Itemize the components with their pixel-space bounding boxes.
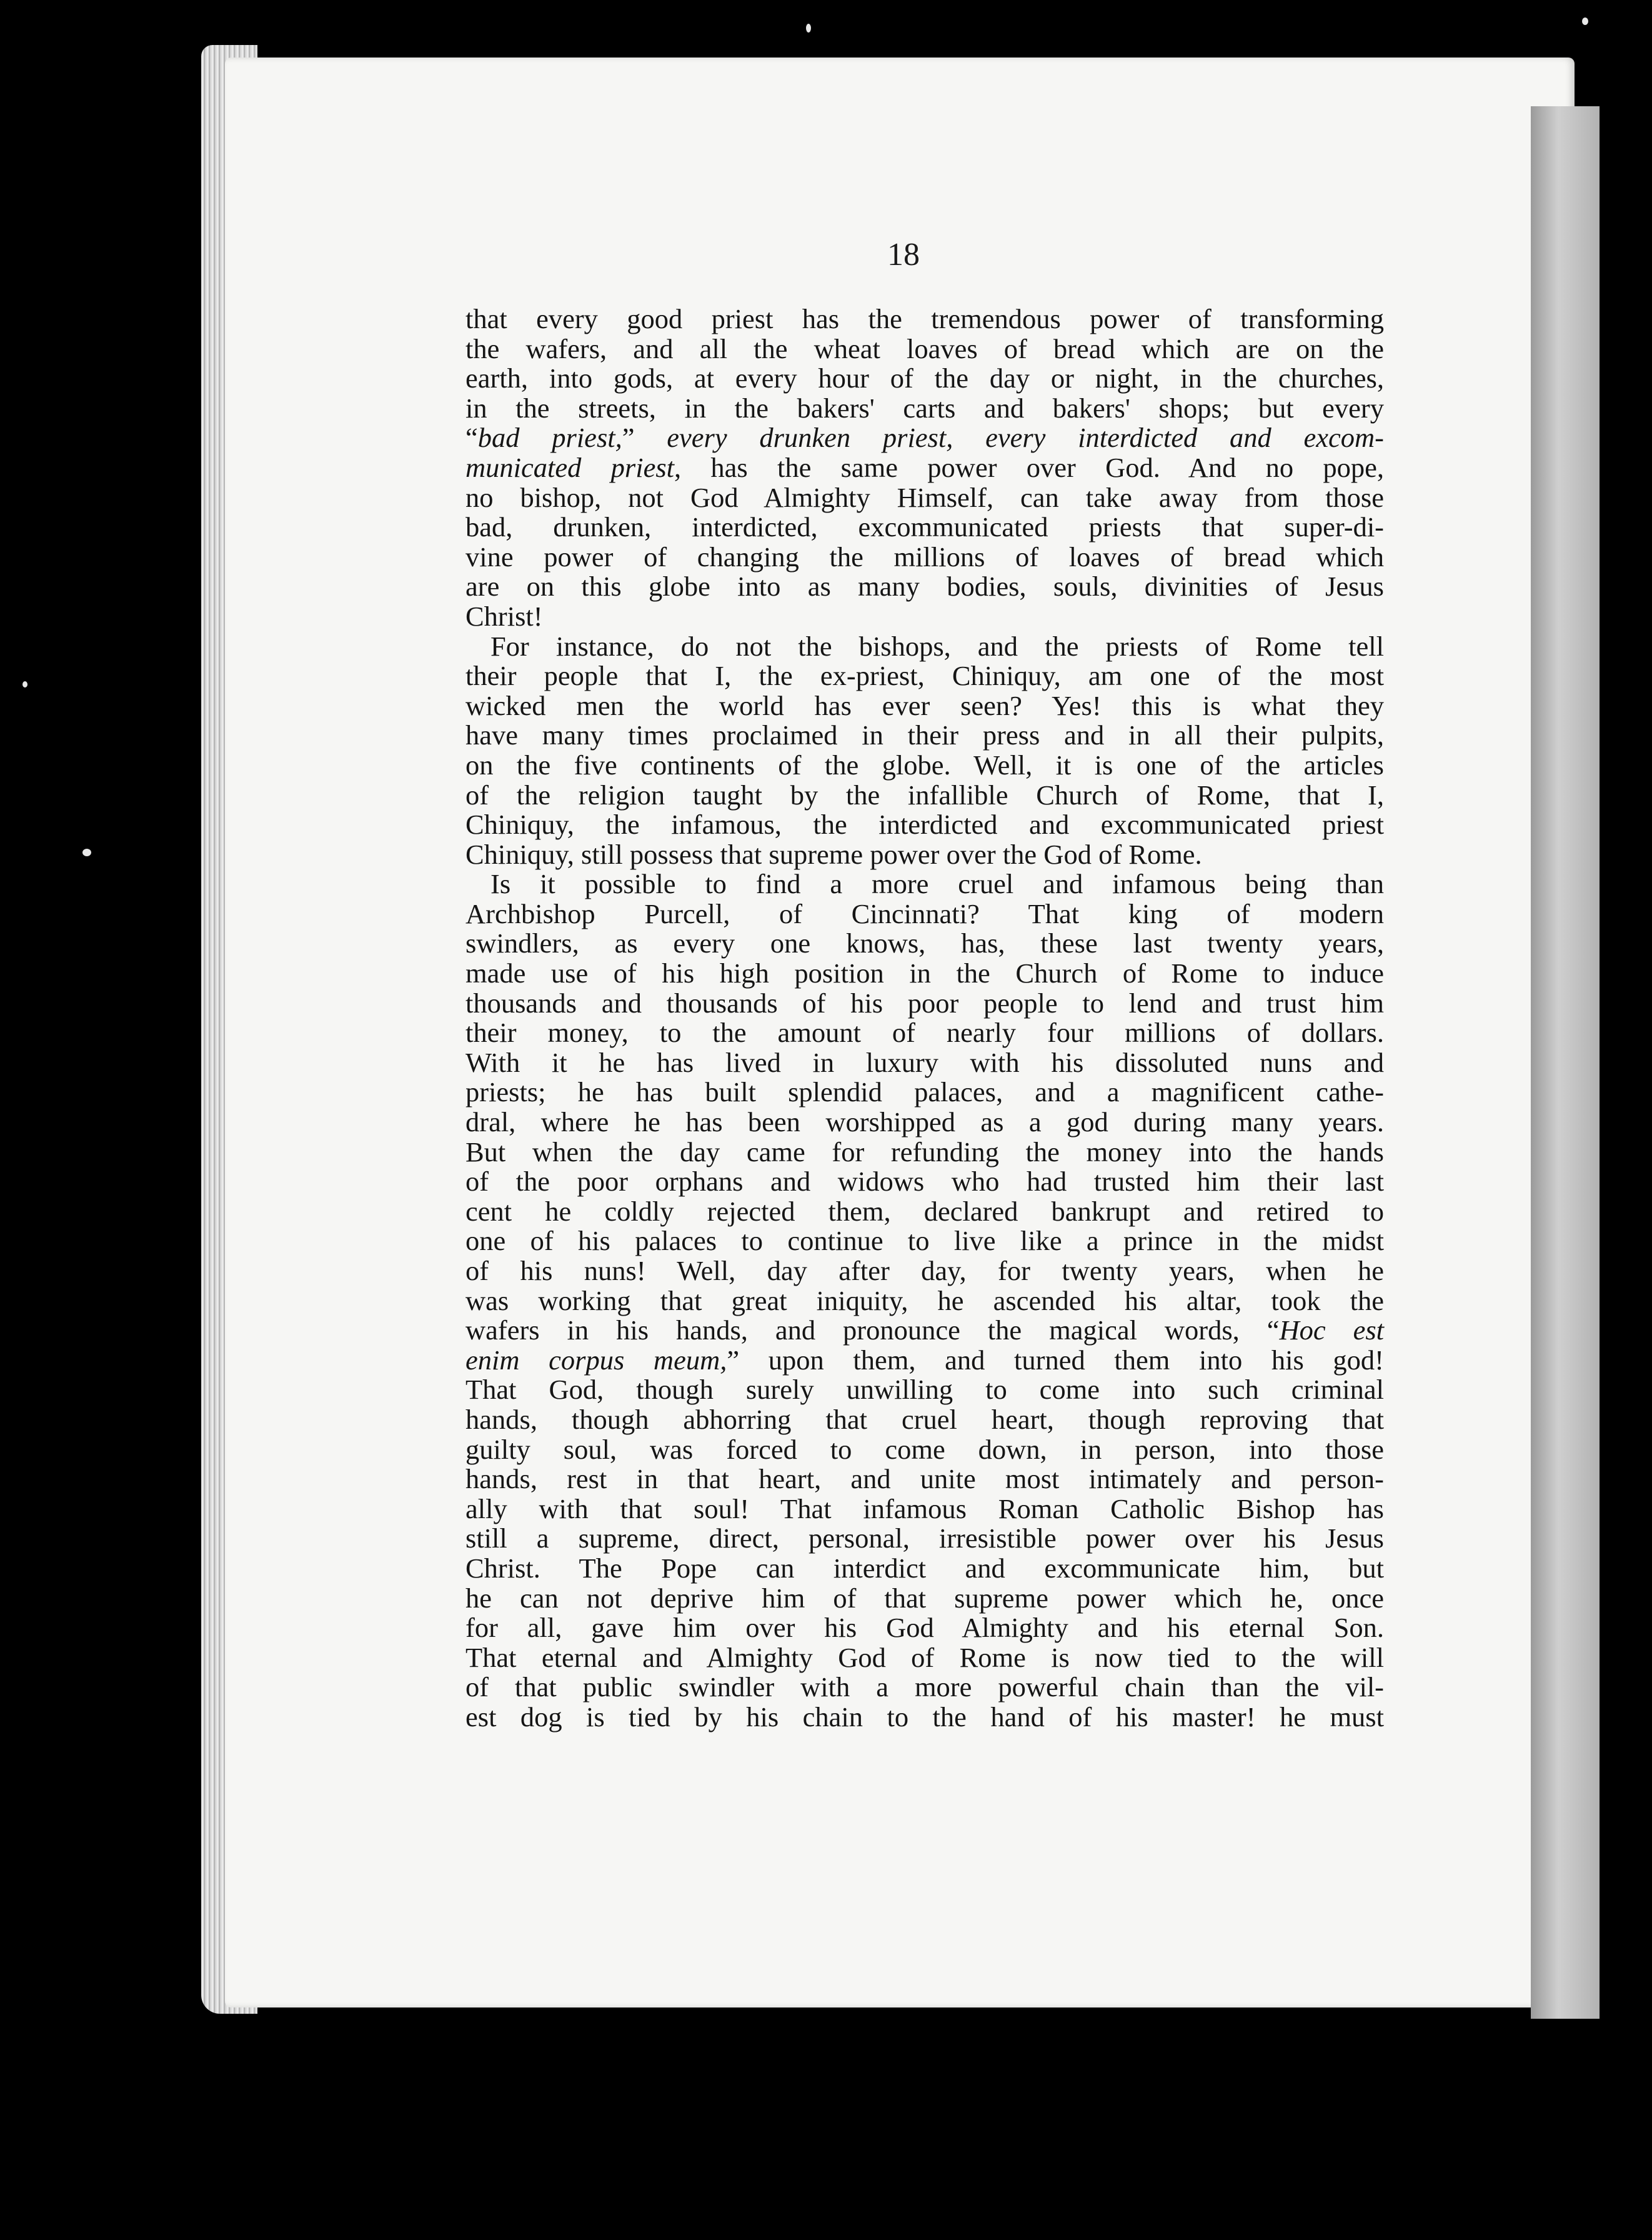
text-run: one of his palaces to continue to live like a prince in the midst [465, 1225, 1384, 1257]
text-line [465, 602, 1384, 632]
text-line [465, 1226, 1384, 1256]
text-line [465, 1197, 1384, 1227]
text-line [465, 751, 1384, 781]
text-line [465, 1613, 1384, 1643]
text-line [465, 1584, 1384, 1614]
italic-text-run: enim corpus meum, [465, 1344, 727, 1376]
text-line [465, 453, 1384, 483]
text-run: of that public swindler with a more powerful chain than the vil- [465, 1671, 1384, 1703]
text-line [465, 423, 1384, 453]
text-line [465, 1554, 1384, 1584]
text-line [465, 959, 1384, 989]
text-run: hands, though abhorring that cruel heart, though reproving that [465, 1403, 1384, 1435]
text-run: of the poor orphans and widows who had trusted him their last [465, 1166, 1384, 1198]
text-run: thousands and thousands of his poor people to lend and trust him [465, 987, 1384, 1019]
text-line [465, 1286, 1384, 1316]
text-line [465, 1672, 1384, 1702]
text-run: But when the day came for refunding the money into the hands [465, 1136, 1384, 1168]
text-run: still a supreme, direct, personal, irresistible power over his Jesus [465, 1522, 1384, 1554]
body-text [465, 304, 1384, 1732]
text-line [465, 572, 1384, 602]
text-run: Christ! [465, 600, 543, 632]
text-run: he can not deprive him of that supreme power which he, once [465, 1582, 1384, 1614]
text-run: their money, to the amount of nearly four millions of dollars. [465, 1017, 1384, 1049]
text-run: That God, though surely unwilling to come into such criminal [465, 1374, 1384, 1406]
text-run: their people that I, the ex-priest, Chiniquy, am one of the most [465, 660, 1384, 692]
text-run: That eternal and Almighty God of Rome is now tied to the will [465, 1641, 1384, 1673]
text-run: priests; he has built splendid palaces, and a magnificent cathe- [465, 1076, 1384, 1108]
text-run: dral, where he has been worshipped as a god during many years. [465, 1106, 1384, 1138]
text-line [465, 1108, 1384, 1138]
page-number: 18 [887, 237, 920, 272]
text-run: vine power of changing the millions of loaves of bread which [465, 541, 1384, 572]
text-line [465, 661, 1384, 691]
text-line [465, 1078, 1384, 1108]
text-line [465, 1167, 1384, 1197]
text-run: bad, drunken, interdicted, excommunicated priests that super-di- [465, 511, 1384, 543]
text-line [465, 1138, 1384, 1168]
text-run: made use of his high position in the Church of Rome to induce [465, 958, 1384, 989]
italic-text-run: Hoc est [1279, 1314, 1384, 1346]
text-run: wicked men the world has ever seen? Yes! this is what they [465, 689, 1384, 721]
text-line [465, 394, 1384, 424]
text-run: was working that great iniquity, he ascended his altar, took the [465, 1284, 1384, 1316]
text-line [465, 1316, 1384, 1346]
text-run: Christ. The Pope can interdict and excommunicate him, but [465, 1552, 1384, 1584]
text-line [465, 542, 1384, 572]
text-line [465, 1018, 1384, 1048]
text-line [465, 1702, 1384, 1732]
scan-speck [82, 849, 91, 856]
text-line [465, 1643, 1384, 1673]
text-line [465, 1435, 1384, 1465]
text-line [465, 512, 1384, 542]
text-line [465, 840, 1384, 870]
text-run: cent he coldly rejected them, declared bankrupt and retired to [465, 1195, 1384, 1227]
text-run: guilty soul, was forced to come down, in person, into those [465, 1433, 1384, 1465]
text-line [465, 989, 1384, 1019]
text-line [465, 1375, 1384, 1405]
text-line [465, 364, 1384, 394]
text-line [465, 691, 1384, 721]
scan-speck [1582, 18, 1588, 25]
text-line [465, 1494, 1384, 1524]
text-run: ” [622, 422, 667, 454]
text-line [465, 1048, 1384, 1078]
text-run: in the streets, in the bakers' carts and bakers' shops; but every [465, 392, 1384, 424]
text-line [465, 721, 1384, 751]
scan-speck [22, 681, 27, 688]
text-line [465, 1405, 1384, 1435]
text-run: no bishop, not God Almighty Himself, can take away from those [465, 481, 1384, 513]
text-run: earth, into gods, at every hour of the day or night, in the churches, [465, 362, 1384, 394]
text-run: Chiniquy, still possess that supreme power over the God of Rome. [465, 838, 1202, 870]
text-run: , has the same power over God. And no pope, [674, 451, 1384, 483]
text-line [465, 781, 1384, 811]
text-line [465, 632, 1384, 662]
text-run: that every good priest has the tremendous power of transforming [465, 303, 1384, 334]
text-run: With it he has lived in luxury with his dissoluted nuns and [465, 1046, 1384, 1078]
text-line [465, 334, 1384, 364]
text-line [465, 1524, 1384, 1554]
text-run: est dog is tied by his chain to the hand of his master! he must [465, 1701, 1384, 1732]
text-line [465, 869, 1384, 899]
text-run: swindlers, as every one knows, has, these last twenty years, [465, 928, 1384, 959]
text-line [465, 810, 1384, 840]
text-line [465, 304, 1384, 334]
text-run: on the five continents of the globe. Well, it is one of the articles [465, 749, 1384, 781]
text-line [465, 483, 1384, 513]
italic-text-run: every drunken priest, every interdicted and excom- [667, 422, 1384, 454]
text-run: wafers in his hands, and pronounce the magical words, “ [465, 1314, 1280, 1346]
text-run: Chiniquy, the infamous, the interdicted and excommunicated priest [465, 809, 1384, 841]
italic-text-run: municated priest [465, 451, 674, 483]
text-run: for all, gave him over his God Almighty and his eternal Son. [465, 1612, 1384, 1644]
text-line [465, 1464, 1384, 1494]
page-gutter-shadow [1531, 106, 1600, 2019]
italic-text-run: bad priest, [477, 422, 622, 454]
text-run: have many times proclaimed in their press and in all their pulpits, [465, 719, 1384, 751]
text-line [465, 929, 1384, 959]
text-run: Is it possible to find a more cruel and infamous being than [490, 868, 1384, 900]
text-run: For instance, do not the bishops, and the priests of Rome tell [490, 630, 1384, 662]
text-line [465, 1256, 1384, 1286]
text-run: “ [465, 422, 478, 454]
text-run: the wafers, and all the wheat loaves of bread which are on the [465, 332, 1384, 364]
scan-speck [806, 24, 811, 32]
text-line [465, 1346, 1384, 1376]
text-run: are on this globe into as many bodies, souls, divinities of Jesus [465, 571, 1384, 602]
text-run: ” upon them, and turned them into his god! [727, 1344, 1384, 1376]
text-run: of his nuns! Well, day after day, for twenty years, when he [465, 1255, 1384, 1286]
text-run: hands, rest in that heart, and unite most intimately and person- [465, 1463, 1384, 1495]
text-run: ally with that soul! That infamous Roman Catholic Bishop has [465, 1492, 1384, 1524]
text-run: Archbishop Purcell, of Cincinnati? That king of modern [465, 898, 1384, 929]
text-line [465, 899, 1384, 929]
text-run: of the religion taught by the infallible Church of Rome, that I, [465, 779, 1384, 811]
